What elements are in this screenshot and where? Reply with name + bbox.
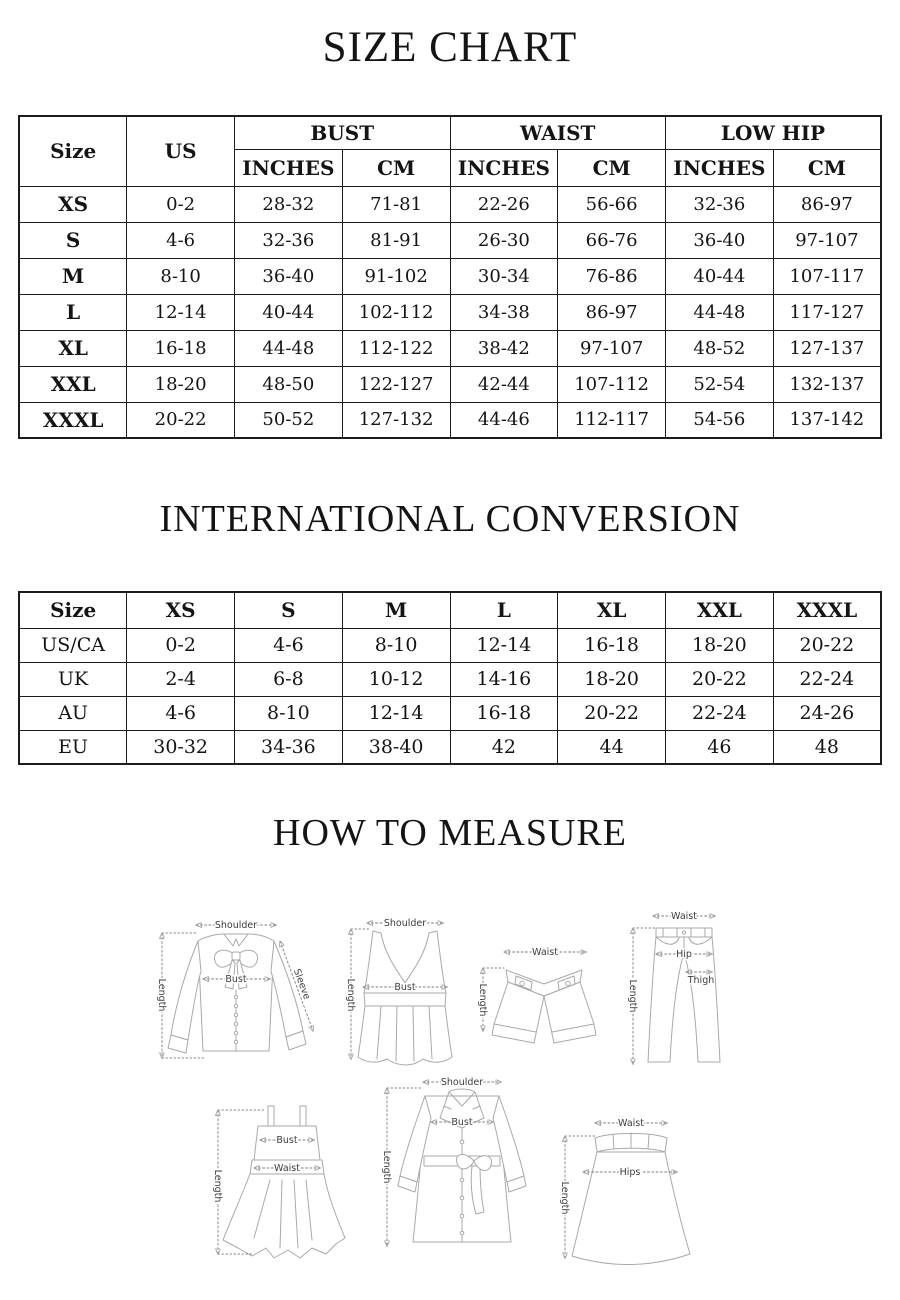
how-to-measure-title: HOW TO MEASURE [273,812,627,854]
table-cell: XXXL [19,402,127,438]
col-header-us: US [127,116,235,186]
table-row [19,696,881,730]
svg-text:Hips: Hips [619,1167,641,1178]
table-cell: 34-38 [450,294,558,330]
international-body [19,628,881,764]
table-cell: 32-36 [235,222,343,258]
table-cell: 44 [558,730,666,764]
col-header-size: Size [19,116,127,186]
svg-text:Hip: Hip [676,949,692,960]
table-cell: M [19,258,127,294]
table-cell: 97-107 [558,330,666,366]
table-cell: 32-36 [666,186,774,222]
table-cell: 16-18 [558,628,666,662]
svg-text:Length: Length [156,978,167,1012]
table-cell: 112-117 [558,402,666,438]
table-cell: 36-40 [235,258,343,294]
table-cell: 20-22 [558,696,666,730]
table-cell: 4-6 [235,628,343,662]
column-header: M [342,592,450,628]
svg-text:Waist: Waist [671,911,697,922]
table-cell: 28-32 [235,186,343,222]
table-cell: 117-127 [773,294,881,330]
table-cell: 14-16 [450,662,558,696]
size-chart-header [19,116,881,186]
svg-text:Bust: Bust [451,1117,473,1128]
table-cell: 0-2 [127,628,235,662]
svg-text:Length: Length [212,1169,223,1203]
tank-bust-measure [363,982,447,993]
table-cell: 38-40 [342,730,450,764]
table-cell: 22-24 [773,662,881,696]
how-to-measure-figures [0,858,900,1300]
table-cell: 30-32 [127,730,235,764]
svg-text:Waist: Waist [274,1163,300,1174]
column-header: S [235,592,343,628]
table-cell: 22-24 [666,696,774,730]
table-cell: 97-107 [773,222,881,258]
table-cell: 107-112 [558,366,666,402]
col-header-lowhip: LOW HIP [666,116,882,149]
table-row [19,730,881,764]
svg-text:Length: Length [477,983,488,1017]
svg-text:Waist: Waist [532,947,558,958]
table-cell: 20-22 [666,662,774,696]
size-chart-table [18,115,882,439]
svg-text:Length: Length [627,979,638,1013]
col-header-cm: CM [558,149,666,186]
svg-text:Shoulder: Shoulder [383,918,427,929]
header-row-groups [19,116,881,149]
table-cell: 54-56 [666,402,774,438]
table-row [19,330,881,366]
table-cell: 42-44 [450,366,558,402]
table-cell: 2-4 [127,662,235,696]
table-cell: 102-112 [342,294,450,330]
col-header-cm: CM [342,149,450,186]
size-chart-body [19,186,881,438]
table-cell: 122-127 [342,366,450,402]
table-cell: 81-91 [342,222,450,258]
col-header-cm: CM [773,149,881,186]
table-cell: 66-76 [558,222,666,258]
table-cell: 44-48 [666,294,774,330]
table-cell: 137-142 [773,402,881,438]
blouse-outline [168,934,306,1053]
skirt-waist-measure [595,1118,667,1129]
table-cell: 8-10 [235,696,343,730]
figure-tank-top [341,911,471,1066]
header-row [19,592,881,628]
table-cell: 40-44 [666,258,774,294]
svg-text:Thigh: Thigh [687,975,715,986]
table-cell: 8-10 [342,628,450,662]
column-header: XS [127,592,235,628]
size-chart-title: SIZE CHART [322,24,578,71]
col-header-inches: INCHES [666,149,774,186]
shorts-outline [492,970,596,1043]
table-cell: 16-18 [450,696,558,730]
table-cell: UK [19,662,127,696]
table-cell: 0-2 [127,186,235,222]
column-header: Size [19,592,127,628]
table-cell: 18-20 [127,366,235,402]
table-cell: 30-34 [450,258,558,294]
table-cell: EU [19,730,127,764]
shorts-waist-measure [504,947,586,958]
table-cell: 76-86 [558,258,666,294]
table-cell: 71-81 [342,186,450,222]
table-cell: 112-122 [342,330,450,366]
table-cell: 16-18 [127,330,235,366]
table-cell: 24-26 [773,696,881,730]
table-cell: 127-132 [342,402,450,438]
col-header-inches: INCHES [235,149,343,186]
svg-text:Length: Length [559,1181,570,1215]
table-cell: 22-26 [450,186,558,222]
table-cell: 20-22 [127,402,235,438]
svg-text:Length: Length [381,1150,392,1184]
table-cell: 52-54 [666,366,774,402]
table-cell: 12-14 [450,628,558,662]
table-cell: XS [19,186,127,222]
table-cell: 107-117 [773,258,881,294]
table-cell: 20-22 [773,628,881,662]
svg-text:Sleeve: Sleeve [290,967,313,1002]
table-cell: L [19,294,127,330]
table-cell: 91-102 [342,258,450,294]
table-cell: 86-97 [773,186,881,222]
blouse-shoulder-measure [196,920,276,931]
column-header: XXL [666,592,774,628]
table-row [19,258,881,294]
table-cell: 48 [773,730,881,764]
table-cell: 12-14 [127,294,235,330]
pants-waist-measure [653,911,715,922]
table-cell: 42 [450,730,558,764]
table-row [19,628,881,662]
table-cell: 46 [666,730,774,764]
figure-blouse [146,911,346,1066]
table-row [19,662,881,696]
table-cell: 18-20 [666,628,774,662]
table-cell: 44-48 [235,330,343,366]
table-cell: AU [19,696,127,730]
table-cell: 12-14 [342,696,450,730]
table-cell: 4-6 [127,222,235,258]
svg-text:Bust: Bust [394,982,416,993]
coat-outline [398,1089,526,1242]
table-cell: 4-6 [127,696,235,730]
table-cell: 127-137 [773,330,881,366]
international-conversion-title: INTERNATIONAL CONVERSION [159,498,741,540]
col-header-inches: INCHES [450,149,558,186]
figure-dress [208,1098,363,1263]
table-row [19,366,881,402]
table-cell: S [19,222,127,258]
svg-text:Waist: Waist [618,1118,644,1129]
table-cell: XXL [19,366,127,402]
table-row [19,222,881,258]
table-cell: 10-12 [342,662,450,696]
table-cell: 6-8 [235,662,343,696]
column-header: XL [558,592,666,628]
column-header: L [450,592,558,628]
table-cell: XL [19,330,127,366]
svg-text:Length: Length [345,978,356,1012]
table-cell: 50-52 [235,402,343,438]
table-cell: 36-40 [666,222,774,258]
table-cell: 44-46 [450,402,558,438]
international-conversion-table [18,591,882,765]
col-header-bust: BUST [235,116,451,149]
svg-text:Bust: Bust [276,1135,298,1146]
pants-thigh-measure [686,972,714,986]
svg-text:Shoulder: Shoulder [440,1077,484,1088]
dress-outline [223,1106,345,1258]
international-header [19,592,881,628]
table-row [19,402,881,438]
col-header-waist: WAIST [450,116,666,149]
table-cell: 18-20 [558,662,666,696]
coat-shoulder-measure [423,1077,501,1088]
table-cell: 132-137 [773,366,881,402]
figure-skirt [553,1108,703,1268]
svg-text:Shoulder: Shoulder [214,920,258,931]
figure-shorts [474,938,614,1048]
figure-pants [621,904,741,1074]
table-cell: 48-50 [235,366,343,402]
table-cell: 8-10 [127,258,235,294]
tank-shoulder-measure [367,918,443,929]
table-cell: 40-44 [235,294,343,330]
figure-coat [377,1072,537,1252]
table-cell: 48-52 [666,330,774,366]
table-row [19,186,881,222]
tank-outline [358,931,452,1065]
skirt-outline [572,1133,690,1265]
table-cell: 34-36 [235,730,343,764]
table-cell: 86-97 [558,294,666,330]
svg-text:Bust: Bust [225,974,247,985]
table-row [19,294,881,330]
table-cell: 56-66 [558,186,666,222]
table-cell: US/CA [19,628,127,662]
column-header: XXXL [773,592,881,628]
table-cell: 38-42 [450,330,558,366]
table-cell: 26-30 [450,222,558,258]
